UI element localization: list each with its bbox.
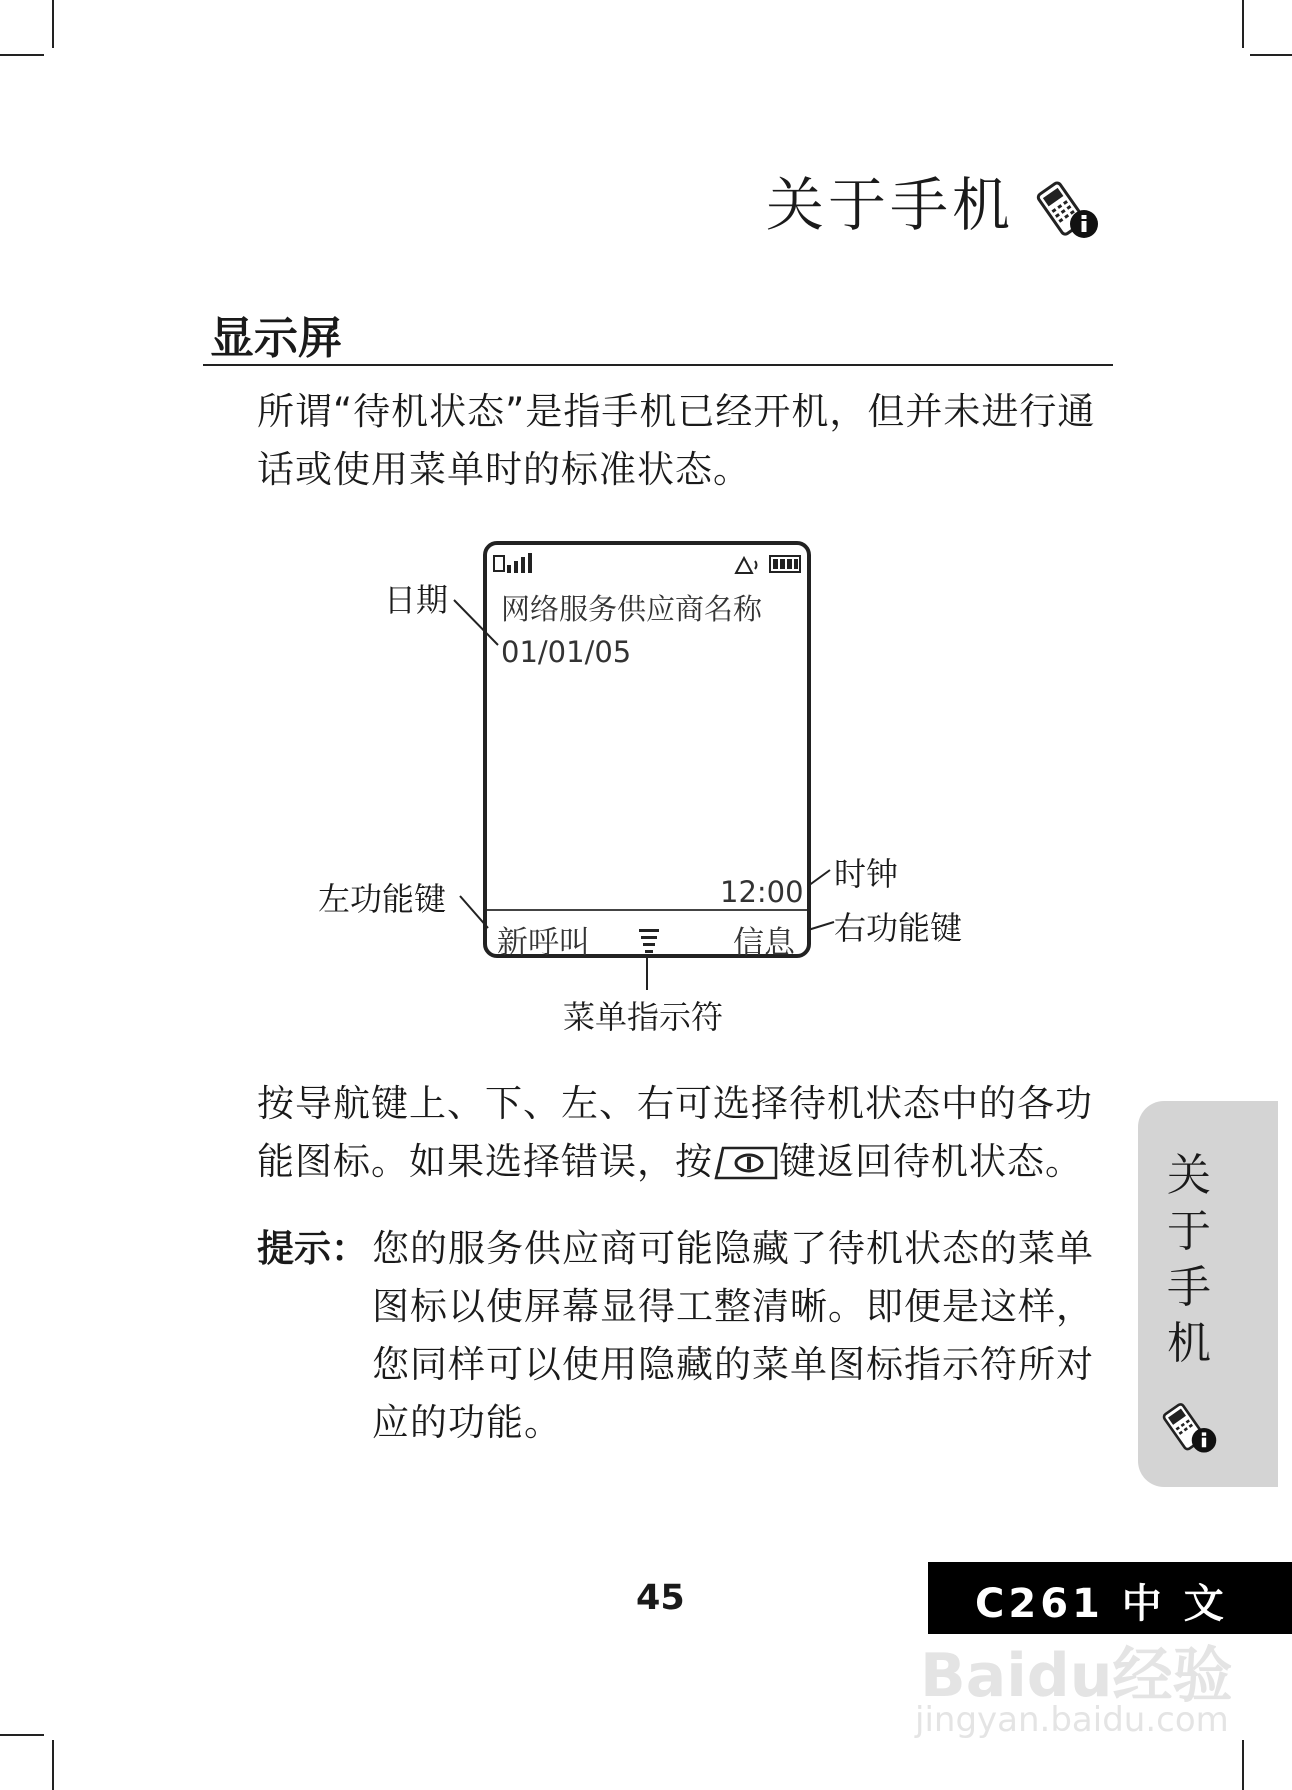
intro-paragraph: 所谓“待机状态”是指手机已经开机，但并未进行通话或使用菜单时的标准状态。	[257, 390, 1096, 491]
callout-right-key: 右功能键	[834, 909, 963, 947]
watermark-url: jingyan.baidu.com	[915, 1700, 1229, 1740]
callout-date: 日期	[384, 581, 449, 619]
page-number: 45	[636, 1578, 685, 1618]
tip-label: 提示：	[257, 1227, 368, 1270]
provider-name: 网络服务供应商名称	[501, 592, 763, 626]
screen-clock: 12:00	[720, 875, 804, 909]
watermark-logo: Baidu经验	[920, 1641, 1233, 1711]
navigation-text: 按导航键上、下、左、右可选择待机状态中的各功能图标。如果选择错误，按	[257, 1082, 1093, 1183]
left-softkey-label: 新呼叫	[497, 925, 590, 961]
phone-info-icon	[1160, 1400, 1220, 1456]
callout-menu-indicator: 菜单指示符	[563, 998, 724, 1036]
end-key-icon	[713, 1145, 779, 1183]
navigation-text-end: 键返回待机状态。	[779, 1140, 1083, 1183]
right-softkey-label: 信息	[733, 925, 795, 961]
screen-date: 01/01/05	[501, 635, 632, 669]
model-label: C261 中 文	[975, 1581, 1228, 1627]
callout-clock: 时钟	[834, 855, 899, 893]
section-title: 显示屏	[210, 313, 342, 364]
tip-text: 您的服务供应商可能隐藏了待机状态的菜单图标以使屏幕显得工整清晰。即便是这样，您同样可以使用隐藏的菜单图标指示符所对应的功能。	[372, 1227, 1094, 1444]
callout-left-key: 左功能键	[318, 880, 447, 918]
side-tab-label: 关于手机	[1167, 1150, 1211, 1369]
chapter-title: 关于手机	[765, 171, 1014, 239]
navigation-paragraph	[257, 1075, 1117, 1191]
